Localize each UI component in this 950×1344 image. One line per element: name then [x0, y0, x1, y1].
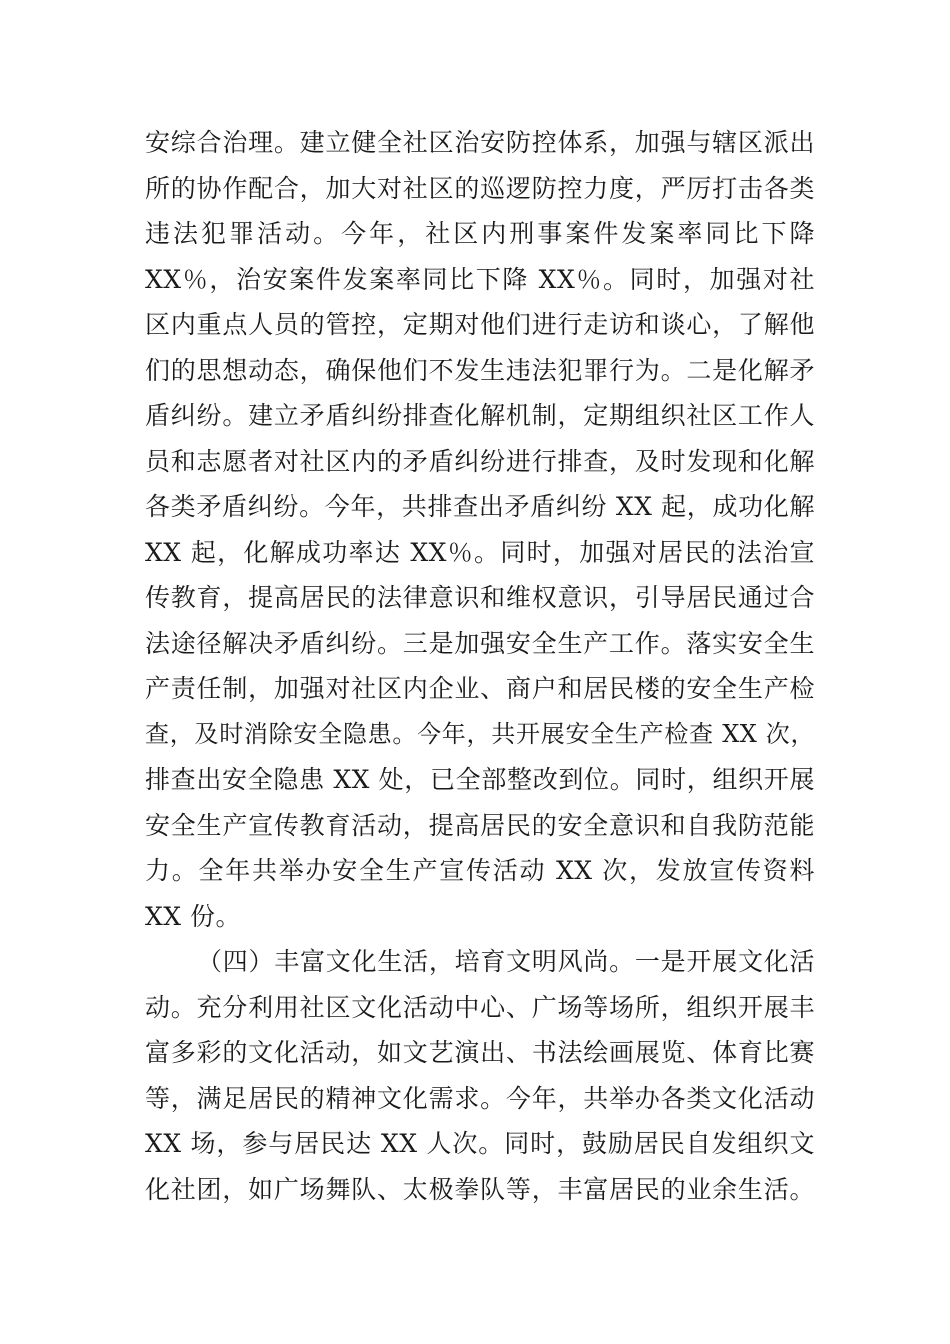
body-text — [145, 120, 815, 1212]
text-line: 违法犯罪活动。今年，社区内刑事案件发案率同比下降 — [145, 219, 815, 248]
text-line: 各类矛盾纠纷。今年，共排查出矛盾纠纷 XX 起，成功化解 — [145, 492, 815, 521]
text-line: 动。充分利用社区文化活动中心、广场等场所，组织开展丰 — [145, 992, 815, 1022]
text-line: 传教育，提高居民的法律意识和维权意识，引导居民通过合 — [145, 583, 815, 612]
text-line: XX 场，参与居民达 XX 人次。同时，鼓励居民自发组织文 — [145, 1129, 815, 1158]
text-line: 盾纠纷。建立矛盾纠纷排查化解机制，定期组织社区工作人 — [145, 401, 815, 430]
paragraph-end-line: XX 份。 — [145, 901, 242, 931]
text-line: 排查出安全隐患 XX 处，已全部整改到位。同时，组织开展 — [145, 765, 815, 794]
text-line: 化社团，如广场舞队、太极拳队等，丰富居民的业余生活。 — [145, 1174, 815, 1204]
text-line: 法途径解决矛盾纠纷。三是加强安全生产工作。落实安全生 — [145, 628, 815, 658]
text-line: XX％，治安案件发案率同比下降 XX％。同时，加强对社 — [145, 264, 815, 294]
text-line: 产责任制，加强对社区内企业、商户和居民楼的安全生产检 — [145, 674, 815, 703]
text-line: 们的思想动态，确保他们不发生违法犯罪行为。二是化解矛 — [145, 355, 815, 385]
text-line: 区内重点人员的管控，定期对他们进行走访和谈心，了解他 — [145, 310, 815, 339]
text-line: 员和志愿者对社区内的矛盾纠纷进行排查，及时发现和化解 — [145, 446, 815, 476]
text-line: 等，满足居民的精神文化需求。今年，共举办各类文化活动 — [145, 1083, 815, 1113]
text-line: 富多彩的文化活动，如文艺演出、书法绘画展览、体育比赛 — [145, 1038, 815, 1067]
text-line: 查，及时消除安全隐患。今年，共开展安全生产检查 XX 次， — [145, 719, 815, 748]
text-line: XX 起，化解成功率达 XX％。同时，加强对居民的法治宣 — [145, 537, 815, 567]
section-heading-line: （四）丰富文化生活，培育文明风尚。一是开展文化活 — [197, 947, 815, 976]
text-line: 安综合治理。建立健全社区治安防控体系，加强与辖区派出 — [145, 128, 815, 157]
text-line: 安全生产宣传教育活动，提高居民的安全意识和自我防范能 — [145, 810, 815, 840]
text-line: 力。全年共举办安全生产宣传活动 XX 次，发放宣传资料 — [145, 856, 815, 885]
text-line: 所的协作配合，加大对社区的巡逻防控力度，严厉打击各类 — [145, 173, 815, 203]
